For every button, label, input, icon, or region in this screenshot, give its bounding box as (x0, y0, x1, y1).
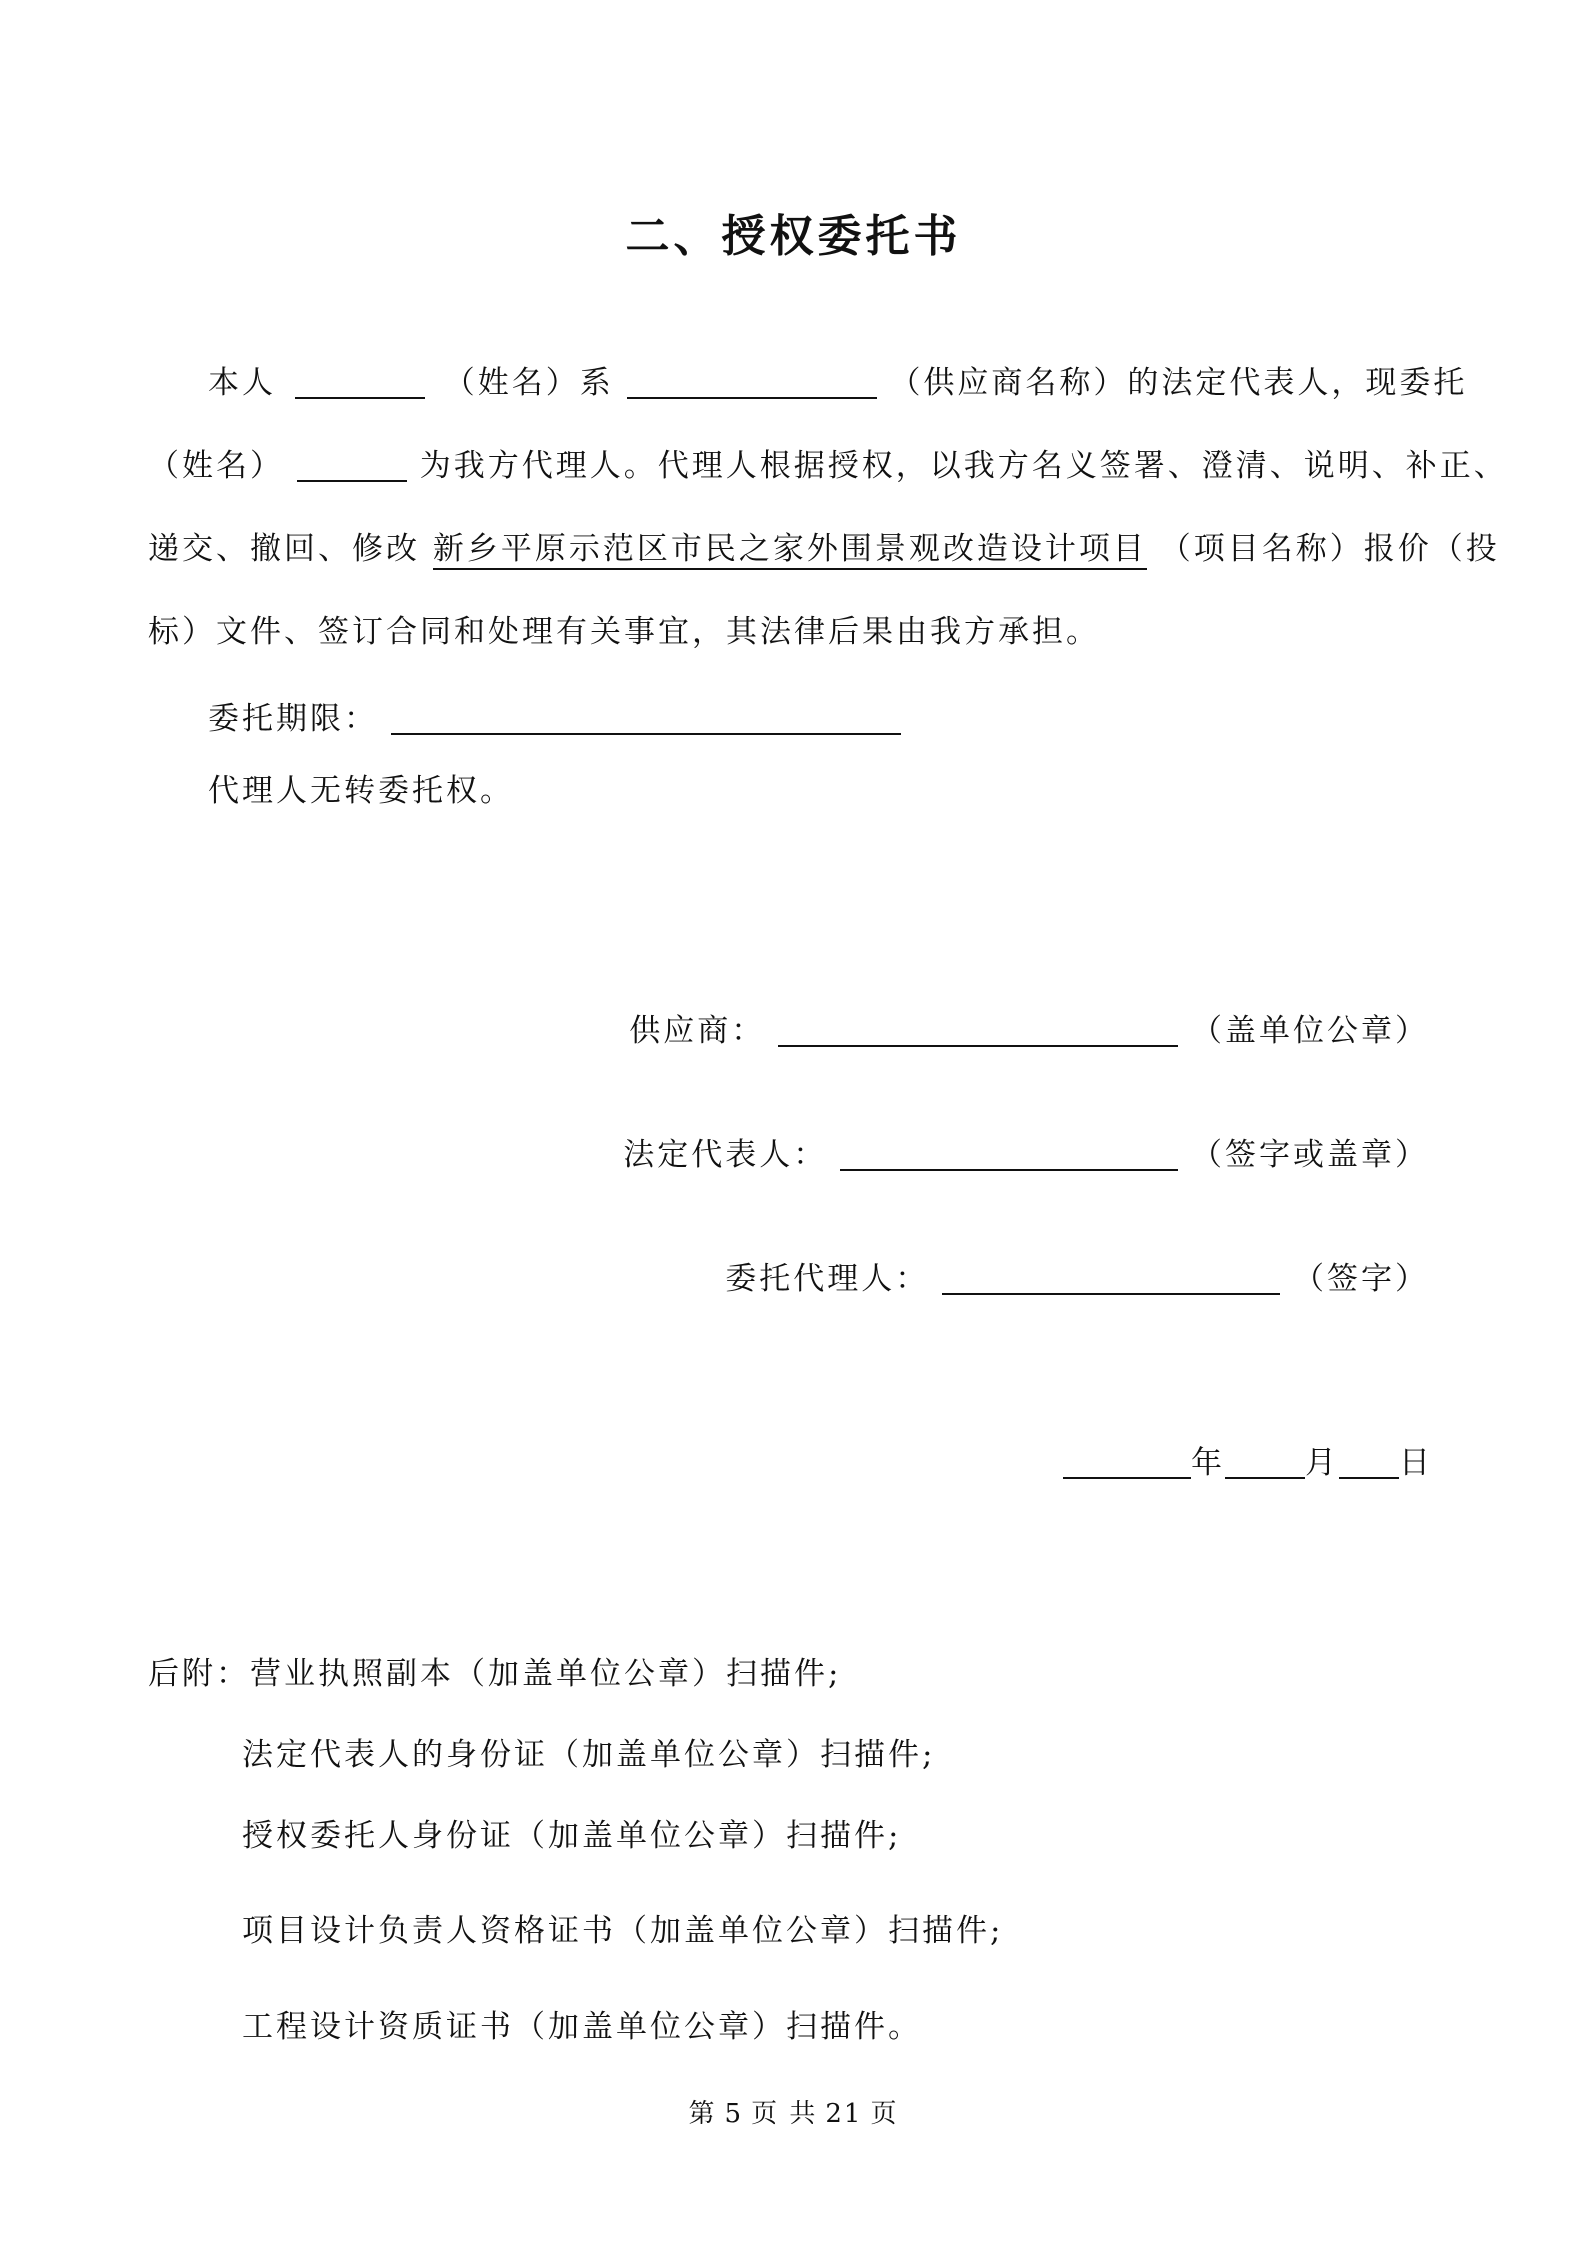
year-label: 年 (1191, 1445, 1225, 1481)
text-segment: （姓名）系 (443, 365, 614, 401)
total-pages: 21 (825, 2099, 863, 2129)
text-segment: （项目名称）报价（投 (1159, 531, 1500, 567)
paragraph-line-1 (208, 361, 1467, 405)
legal-rep-note: （签字或盖章） (1191, 1137, 1429, 1173)
attachments-label: 后附： (148, 1656, 250, 1692)
term-row (208, 697, 901, 741)
text-segment: 本人 (208, 365, 276, 401)
day-blank[interactable] (1339, 1447, 1399, 1479)
agent-row (725, 1257, 1429, 1301)
term-label: 委托期限： (208, 701, 378, 737)
year-blank[interactable] (1063, 1447, 1191, 1479)
month-blank[interactable] (1225, 1447, 1305, 1479)
text-segment: （供应商名称）的法定代表人，现委托 (889, 365, 1468, 401)
month-label: 月 (1305, 1445, 1339, 1481)
supplier-name-blank[interactable] (627, 367, 877, 399)
agent-note: （签字） (1293, 1261, 1429, 1297)
supplier-blank[interactable] (778, 1015, 1178, 1047)
page-number: 5 (724, 2099, 744, 2129)
date-row (1063, 1441, 1433, 1485)
attachment-item: 授权委托人身份证（加盖单位公章）扫描件; (242, 1818, 902, 1854)
footer-mid: 页 共 (751, 2099, 818, 2129)
agent-name-blank[interactable] (297, 450, 407, 482)
document-title: 二、授权委托书 (625, 211, 962, 262)
legal-rep-label: 法定代表人： (623, 1137, 828, 1173)
footer-prefix: 第 (688, 2099, 717, 2129)
paragraph-line-3 (148, 527, 1500, 571)
agent-blank[interactable] (942, 1263, 1280, 1295)
project-name: 新乡平原示范区市民之家外围景观改造设计项目 (433, 531, 1147, 570)
supplier-note: （盖单位公章） (1191, 1013, 1429, 1049)
supplier-row (629, 1009, 1429, 1053)
attachment-item: 工程设计资质证书（加盖单位公章）扫描件。 (242, 2009, 922, 2045)
paragraph-line-4: 标）文件、签订合同和处理有关事宜，其法律后果由我方承担。 (148, 614, 1100, 650)
text-segment: 为我方代理人。代理人根据授权，以我方名义签署、澄清、说明、补正、 (419, 448, 1508, 484)
agent-label: 委托代理人： (725, 1261, 930, 1297)
text-segment: 递交、撤回、修改 (148, 531, 420, 567)
attachment-item: 法定代表人的身份证（加盖单位公章）扫描件; (242, 1737, 936, 1773)
day-label: 日 (1399, 1445, 1433, 1481)
footer-suffix: 页 (870, 2099, 899, 2129)
term-blank[interactable] (391, 703, 901, 735)
text-segment: （姓名） (148, 448, 284, 484)
attachment-item: 项目设计负责人资格证书（加盖单位公章）扫描件; (242, 1913, 1004, 1949)
legal-rep-row (623, 1133, 1429, 1177)
supplier-label: 供应商： (629, 1013, 766, 1049)
attachment-item (148, 1652, 841, 1696)
legal-rep-blank[interactable] (840, 1139, 1178, 1171)
paragraph-line-2 (148, 444, 1508, 488)
name-blank[interactable] (295, 367, 425, 399)
attachment-text: 营业执照副本（加盖单位公章）扫描件; (250, 1656, 842, 1692)
no-transfer-note: 代理人无转委托权。 (208, 773, 514, 809)
page-footer (0, 2093, 1587, 2130)
